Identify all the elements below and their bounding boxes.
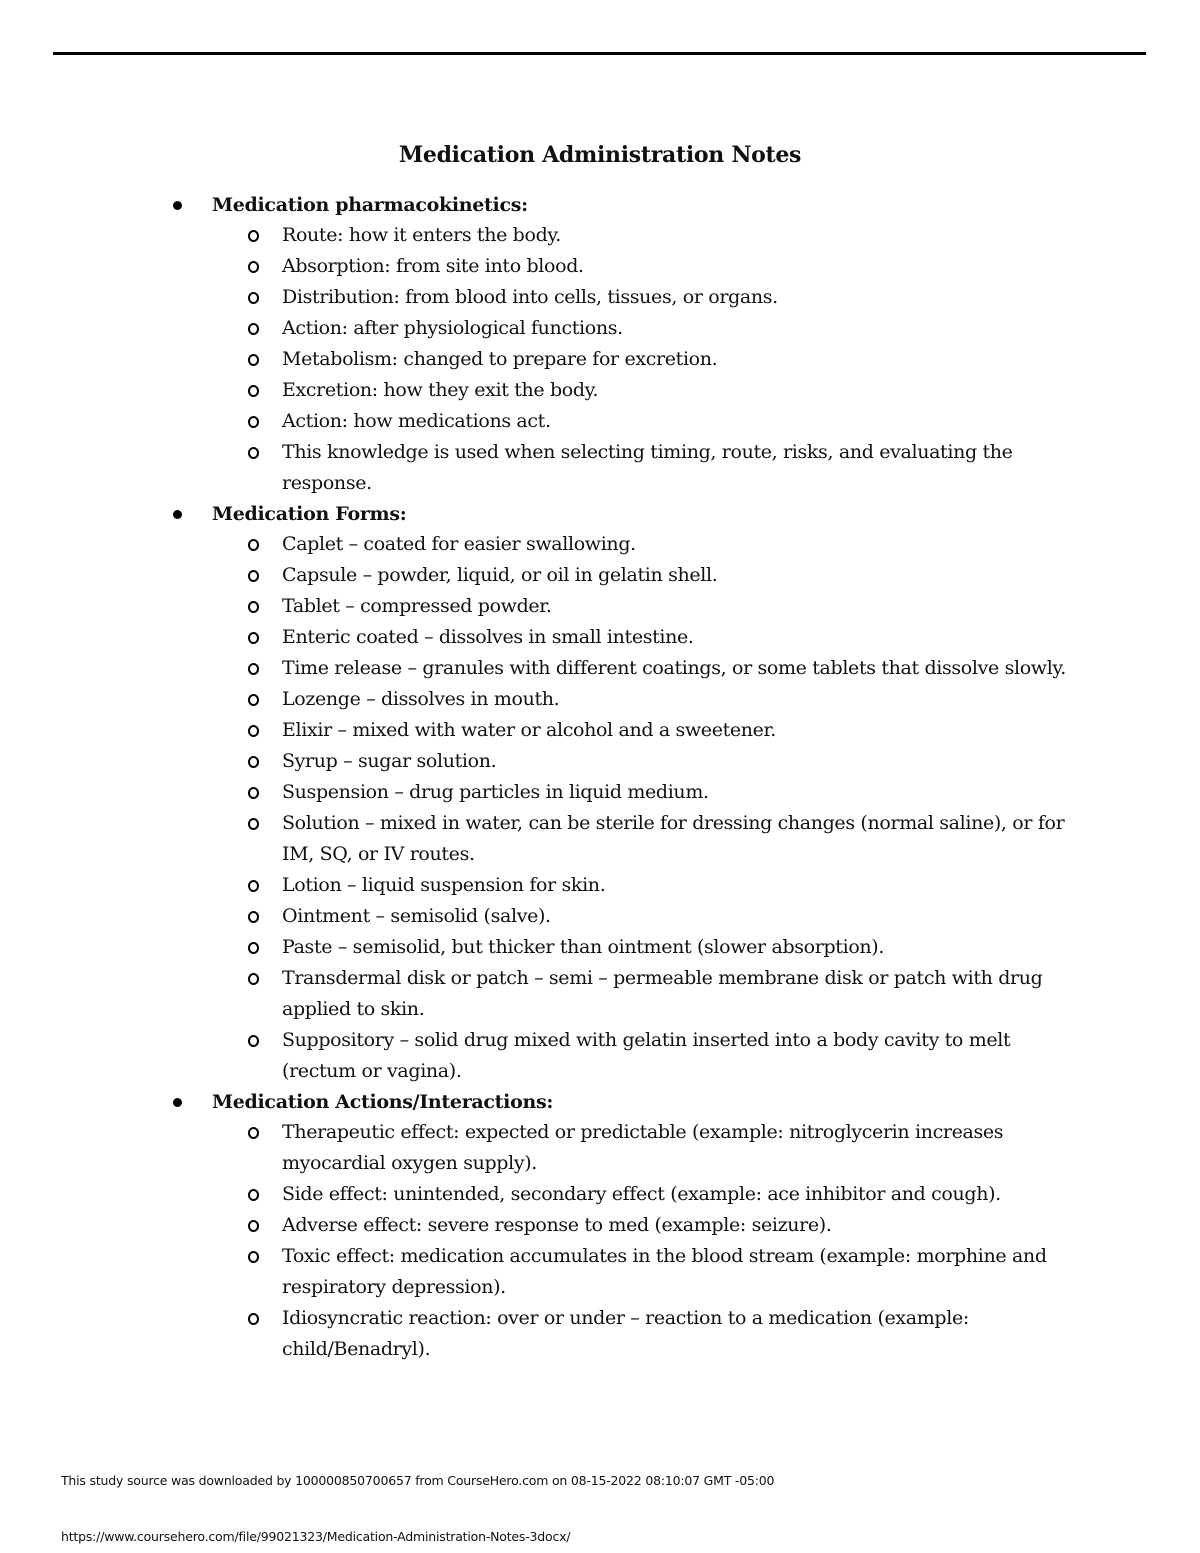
hollow-circle-bullet-icon xyxy=(248,230,259,242)
list-item-text: Time release – granules with different coatings, or some tablets that dissolve slowly. xyxy=(282,657,1066,679)
hollow-circle-bullet-icon xyxy=(248,261,259,273)
list-item-text: Suppository – solid drug mixed with gelatin inserted into a body cavity to melt (rectum or vagina). xyxy=(282,1029,1011,1082)
hollow-circle-bullet-icon xyxy=(248,663,259,675)
list-item xyxy=(0,715,1072,746)
section-heading xyxy=(0,499,1200,529)
list-item-text: Absorption: from site into blood. xyxy=(282,255,584,277)
list-item xyxy=(0,622,1072,653)
top-divider xyxy=(53,52,1146,55)
list-item-text: Paste – semisolid, but thicker than ointment (slower absorption). xyxy=(282,936,885,958)
hollow-circle-bullet-icon xyxy=(248,756,259,768)
list-item-text: Toxic effect: medication accumulates in the blood stream (example: morphine and respiratory depression). xyxy=(282,1245,1047,1298)
list-item xyxy=(0,344,1072,375)
list-item-text: Suspension – drug particles in liquid medium. xyxy=(282,781,709,803)
list-item xyxy=(0,932,1072,963)
list-item xyxy=(0,746,1072,777)
list-item-text: Ointment – semisolid (salve). xyxy=(282,905,551,927)
hollow-circle-bullet-icon xyxy=(248,973,259,985)
list-item-text: Excretion: how they exit the body. xyxy=(282,379,599,401)
list-item xyxy=(0,808,1072,870)
hollow-circle-bullet-icon xyxy=(248,1220,259,1232)
list-item-text: Side effect: unintended, secondary effect (example: ace inhibitor and cough). xyxy=(282,1183,1001,1205)
list-item xyxy=(0,313,1072,344)
hollow-circle-bullet-icon xyxy=(248,818,259,830)
document-title: Medication Administration Notes xyxy=(398,142,802,168)
hollow-circle-bullet-icon xyxy=(248,385,259,397)
list-item-text: Elixir – mixed with water or alcohol and a sweetener. xyxy=(282,719,776,741)
hollow-circle-bullet-icon xyxy=(248,1251,259,1263)
list-item xyxy=(0,777,1072,808)
list-item xyxy=(0,684,1072,715)
section-heading-label: Medication Forms: xyxy=(212,503,407,525)
list-item xyxy=(0,220,1072,251)
list-item xyxy=(0,591,1072,622)
list-item-text: Capsule – powder, liquid, or oil in gelatin shell. xyxy=(282,564,718,586)
hollow-circle-bullet-icon xyxy=(248,1313,259,1325)
list-item-text: Action: how medications act. xyxy=(282,410,551,432)
section-heading xyxy=(0,190,1200,220)
notes-list xyxy=(0,190,1200,1365)
list-item xyxy=(0,1303,1072,1365)
list-item-text: Distribution: from blood into cells, tissues, or organs. xyxy=(282,286,778,308)
list-item-text: Therapeutic effect: expected or predictable (example: nitroglycerin increases myocardial oxygen supply). xyxy=(282,1121,1004,1174)
list-item xyxy=(0,901,1072,932)
list-item-text: Lozenge – dissolves in mouth. xyxy=(282,688,560,710)
bullet-dot-icon xyxy=(173,510,182,519)
hollow-circle-bullet-icon xyxy=(248,447,259,459)
bullet-dot-icon xyxy=(173,1098,182,1107)
list-item xyxy=(0,1025,1072,1087)
list-item-text: Route: how it enters the body. xyxy=(282,224,561,246)
hollow-circle-bullet-icon xyxy=(248,694,259,706)
list-item xyxy=(0,529,1072,560)
hollow-circle-bullet-icon xyxy=(248,323,259,335)
hollow-circle-bullet-icon xyxy=(248,539,259,551)
list-item xyxy=(0,1117,1072,1179)
hollow-circle-bullet-icon xyxy=(248,292,259,304)
list-item xyxy=(0,1241,1072,1303)
list-item xyxy=(0,251,1072,282)
hollow-circle-bullet-icon xyxy=(248,632,259,644)
list-item-text: Solution – mixed in water, can be sterile for dressing changes (normal saline), or for IM, SQ, or IV routes. xyxy=(282,812,1065,865)
list-item xyxy=(0,282,1072,313)
hollow-circle-bullet-icon xyxy=(248,911,259,923)
hollow-circle-bullet-icon xyxy=(248,354,259,366)
list-item xyxy=(0,653,1072,684)
hollow-circle-bullet-icon xyxy=(248,880,259,892)
hollow-circle-bullet-icon xyxy=(248,725,259,737)
list-item-text: Transdermal disk or patch – semi – permeable membrane disk or patch with drug applied to skin. xyxy=(282,967,1043,1020)
section-heading-label: Medication pharmacokinetics: xyxy=(212,194,528,216)
hollow-circle-bullet-icon xyxy=(248,1189,259,1201)
hollow-circle-bullet-icon xyxy=(248,416,259,428)
list-item xyxy=(0,1179,1072,1210)
hollow-circle-bullet-icon xyxy=(248,570,259,582)
section-heading xyxy=(0,1087,1200,1117)
list-item xyxy=(0,406,1072,437)
list-item xyxy=(0,870,1072,901)
list-item-text: Caplet – coated for easier swallowing. xyxy=(282,533,636,555)
list-item xyxy=(0,437,1072,499)
list-item-text: Syrup – sugar solution. xyxy=(282,750,497,772)
list-item xyxy=(0,1210,1072,1241)
source-url: https://www.coursehero.com/file/99021323/Medication-Administration-Notes-3docx/ xyxy=(61,1529,571,1544)
bullet-dot-icon xyxy=(173,201,182,210)
section-heading-label: Medication Actions/Interactions: xyxy=(212,1091,554,1113)
list-item-text: Idiosyncratic reaction: over or under – reaction to a medication (example: child/Benadryl). xyxy=(282,1307,969,1360)
hollow-circle-bullet-icon xyxy=(248,601,259,613)
hollow-circle-bullet-icon xyxy=(248,1127,259,1139)
hollow-circle-bullet-icon xyxy=(248,1035,259,1047)
list-item-text: Enteric coated – dissolves in small intestine. xyxy=(282,626,694,648)
hollow-circle-bullet-icon xyxy=(248,942,259,954)
list-item-text: Adverse effect: severe response to med (example: seizure). xyxy=(282,1214,832,1236)
list-item-text: Metabolism: changed to prepare for excretion. xyxy=(282,348,718,370)
download-source-note: This study source was downloaded by 100000850700657 from CourseHero.com on 08-15-2022 08:10:07 GMT -05:00 xyxy=(61,1473,775,1488)
list-item xyxy=(0,375,1072,406)
list-item-text: Action: after physiological functions. xyxy=(282,317,623,339)
list-item xyxy=(0,560,1072,591)
hollow-circle-bullet-icon xyxy=(248,787,259,799)
list-item-text: Tablet – compressed powder. xyxy=(282,595,552,617)
list-item-text: This knowledge is used when selecting timing, route, risks, and evaluating the response. xyxy=(282,441,1013,494)
list-item-text: Lotion – liquid suspension for skin. xyxy=(282,874,606,896)
list-item xyxy=(0,963,1072,1025)
